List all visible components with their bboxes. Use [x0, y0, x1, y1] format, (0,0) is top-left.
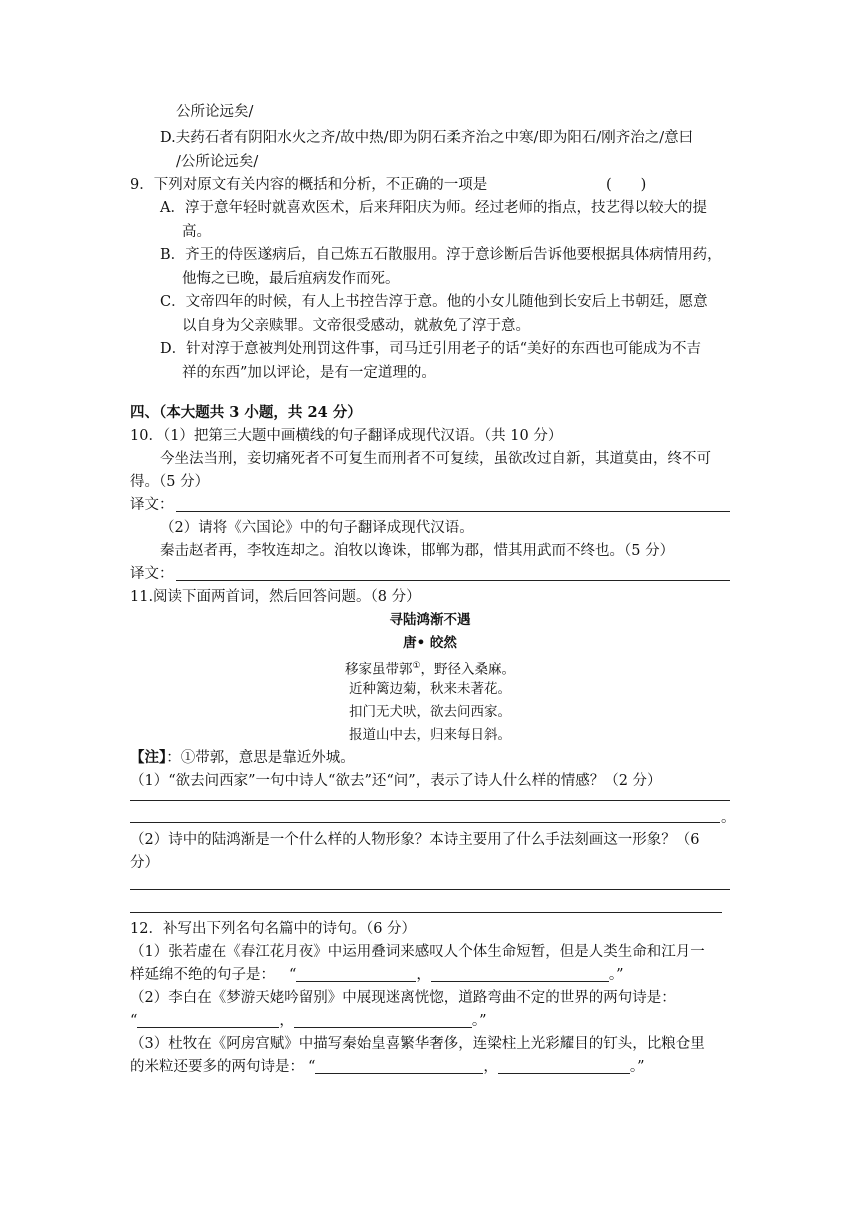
q8-option-d-line2: /公所论远矣/	[176, 154, 259, 170]
q10-sentence1-line1: 今坐法当刑，妾切痛死者不可复生而刑者不可复续，虽欲改过自新，其道莫由，终不可	[160, 451, 711, 467]
q12-part1-blank-1[interactable]	[296, 967, 416, 982]
q11-sub1-answer-line-1[interactable]	[130, 800, 730, 801]
q12-part2-blank-1[interactable]	[137, 1013, 279, 1028]
poem-title: 寻陆鸿渐不遇	[389, 612, 471, 628]
q11-sub2-answer-line-2[interactable]	[130, 912, 722, 913]
footnote-mark: ①	[412, 661, 421, 671]
poem-line-3: 扣门无犬吠，欲去问西家。	[349, 704, 511, 720]
q12-part2-line2: “ ， 。”	[130, 1013, 487, 1029]
q11-sub2-answer-line-1[interactable]	[130, 889, 730, 890]
q10-sentence1-line2: 得。（5 分）	[130, 474, 210, 490]
q10-sentence2: 秦击赵者再，李牧连却之。洎牧以谗诛，邯郸为郡，惜其用武而不终也。（5 分）	[160, 543, 675, 559]
q12-part1-line1: （1）张若虚在《春江花月夜》中运用叠词来感叹人个体生命短暂，但是人类生命和江月一	[130, 944, 705, 960]
q11-sub1-stem: （1）“欲去问西家”一句中诗人“欲去”还“问”，表示了诗人什么样的情感？（2 分）	[130, 773, 662, 789]
q12-part3-line1: （3）杜牧在《阿房宫赋》中描写秦始皇喜繁华奢侈，连梁柱上光彩耀目的钉头，比粮仓里	[130, 1036, 705, 1052]
q9-answer-paren: ( )	[606, 177, 647, 193]
q8-option-d-line1: D.夫药石者有阴阳水火之齐/故中热/即为阴石柔齐治之中寒/即为阳石/刚齐治之/意曰	[160, 130, 694, 146]
q11-sub1-answer-line-2[interactable]	[130, 822, 720, 823]
q9-option-c-line1: C．文帝四年的时候，有人上书控告淳于意。他的小女儿随他到长安后上书朝廷，愿意	[160, 294, 708, 310]
q12-part1-blank-2[interactable]	[431, 967, 609, 982]
q9-option-c-line2: 以自身为父亲赎罪。文帝很受感动，就赦免了淳于意。	[182, 318, 530, 334]
q12-part2-blank-2[interactable]	[294, 1013, 472, 1028]
q11-sub1-period: 。	[721, 810, 736, 826]
q10-translation2-label: 译文：	[130, 566, 174, 582]
q8-option-c-continuation: 公所论远矣/	[176, 104, 254, 120]
q9-option-d-line2: 祥的东西”加以评论，是有一定道理的。	[182, 365, 436, 381]
q9-option-a-line2: 高。	[182, 224, 211, 240]
q11-stem: 11.阅读下面两首词，然后回答问题。（8 分）	[130, 589, 421, 605]
q10-translation1-answer-line[interactable]	[176, 511, 730, 512]
q11-sub2-stem-line2: 分）	[130, 855, 159, 871]
q12-part2-line1: （2）李白在《梦游天姥吟留别》中展现迷离恍惚，道路弯曲不定的世界的两句诗是：	[130, 990, 676, 1006]
poem-line-1: 移家虽带郭①，野径入桑麻。	[344, 661, 516, 678]
q12-part1-line2: 样延绵不绝的句子是： “ ， 。”	[130, 967, 624, 983]
q9-option-d-line1: D．针对淳于意被判处刑罚这件事，司马迁引用老子的话“美好的东西也可能成为不吉	[160, 341, 702, 357]
poem-author: 唐• 皎然	[403, 635, 457, 651]
q12-part3-blank-2[interactable]	[498, 1059, 630, 1074]
poem-line-2: 近种篱边菊，秋来未著花。	[349, 681, 511, 697]
q10-translation1-label: 译文：	[130, 497, 174, 513]
q11-sub2-stem-line1: （2）诗中的陆鸿渐是一个什么样的人物形象？本诗主要用了什么手法刻画这一形象？（6	[130, 832, 700, 848]
q9-option-a-line1: A．淳于意年轻时就喜欢医术，后来拜阳庆为师。经过老师的指点，技艺得以较大的提	[160, 200, 707, 216]
q9-option-b-line2: 他悔之已晚，最后疽病发作而死。	[182, 271, 400, 287]
q12-part3-blank-1[interactable]	[315, 1059, 483, 1074]
q12-stem: 12．补写出下列名句名篇中的诗句。（6 分）	[130, 921, 417, 937]
section-4-heading: 四、（本大题共 3 小题，共 24 分）	[130, 404, 362, 421]
q9-option-b-line1: B．齐王的侍医遂病后，自己炼五石散服用。淳于意诊断后告诉他要根据具体病情用药，	[160, 247, 722, 263]
q10-translation2-answer-line[interactable]	[176, 580, 730, 581]
q9-stem: 9．下列对原文有关内容的概括和分析，不正确的一项是	[130, 177, 488, 193]
poem-line-4: 报道山中去，归来每日斜。	[349, 727, 511, 743]
q10-part1-stem: 10．（1）把第三大题中画横线的句子翻译成现代汉语。（共 10 分）	[130, 428, 563, 444]
poem-note: 【注】：①带郭，意思是靠近外城。	[130, 749, 355, 766]
q10-part2-stem: （2）请将《六国论》中的句子翻译成现代汉语。	[160, 520, 474, 536]
q12-part3-line2: 的米粒还要多的两句诗是： “ ， 。”	[130, 1059, 645, 1075]
